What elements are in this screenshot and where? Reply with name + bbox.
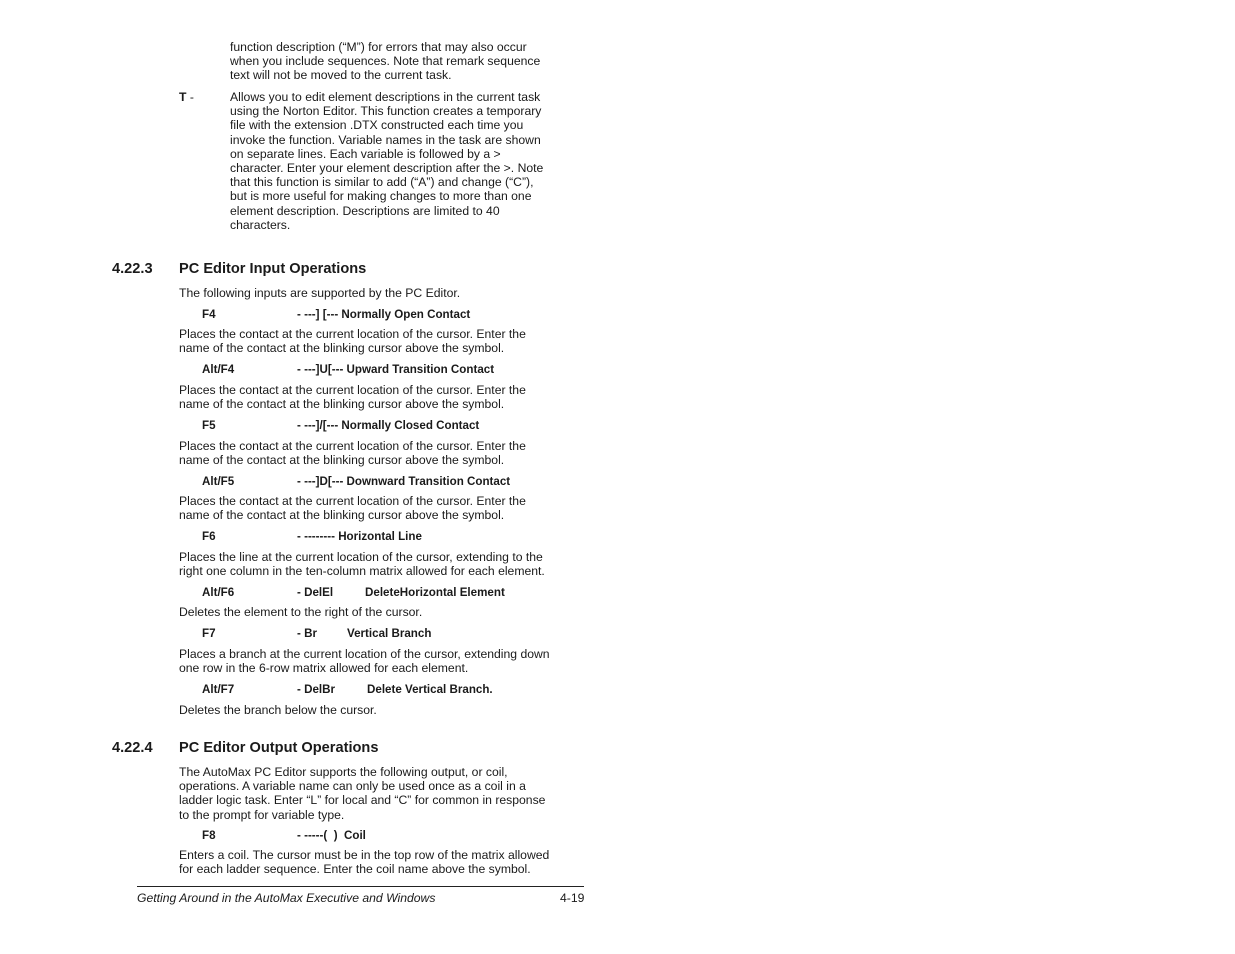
- intro-paragraph: function description (“M”) for errors that may also occur when you include sequences. Note that remark sequence text will not be moved to the current task.: [230, 40, 541, 83]
- key-description: Enters a coil. The cursor must be in the top row of the matrix allowed for each ladder sequence. Enter the coil name above the symbol.: [179, 848, 550, 877]
- key-description: Deletes the branch below the cursor.: [179, 703, 377, 717]
- key-description: Places the contact at the current location of the cursor. Enter the name of the contact at the blinking cursor above the symbol.: [179, 494, 526, 523]
- key-label: Alt/F5: [202, 475, 235, 488]
- key-label: F6: [202, 530, 216, 543]
- key-symbol: - DelBr: [297, 683, 336, 696]
- footer-rule: [137, 886, 584, 887]
- section-number-output: 4.22.4: [112, 740, 153, 756]
- section-output-intro: The AutoMax PC Editor supports the following output, or coil, operations. A variable name can only be used once as a coil in a ladder logic task. Enter “L” for local and “C” for common in response to the prompt for variable type.: [179, 765, 546, 822]
- key-symbol: - ---]D[--- Downward Transition Contact: [297, 475, 511, 488]
- key-symbol: - ---]/[--- Normally Closed Contact: [297, 419, 480, 432]
- page-number: 4-19: [560, 891, 585, 905]
- key-symbol: - DelEl: [297, 586, 334, 599]
- key-label: F8: [202, 829, 216, 842]
- key-symbol: - Br: [297, 627, 317, 640]
- t-item-dash: -: [186, 90, 194, 104]
- key-name: DeleteHorizontal Element: [365, 586, 505, 599]
- key-label: F5: [202, 419, 216, 432]
- key-description: Places the contact at the current location of the cursor. Enter the name of the contact at the blinking cursor above the symbol.: [179, 439, 526, 468]
- key-label: F7: [202, 627, 216, 640]
- t-item-label: [179, 90, 194, 104]
- key-description: Places the contact at the current location of the cursor. Enter the name of the contact at the blinking cursor above the symbol.: [179, 327, 526, 356]
- key-symbol: - ---]U[--- Upward Transition Contact: [297, 363, 495, 376]
- section-number-input: 4.22.3: [112, 261, 153, 277]
- section-input-intro: The following inputs are supported by the PC Editor.: [179, 286, 461, 300]
- key-symbol: - -----( ) Coil: [297, 829, 366, 842]
- key-description: Places the contact at the current location of the cursor. Enter the name of the contact at the blinking cursor above the symbol.: [179, 383, 526, 412]
- key-label: Alt/F6: [202, 586, 235, 599]
- key-symbol: - -------- Horizontal Line: [297, 530, 422, 543]
- footer-title: Getting Around in the AutoMax Executive and Windows: [137, 891, 436, 905]
- key-name: Delete Vertical Branch.: [367, 683, 493, 696]
- t-item-description: Allows you to edit element descriptions in the current task using the Norton Editor. This function creates a temporary file with the extension .DTX constructed each time you invoke the function. Variable names in the task are shown on separate lines. Each variable is followed by a > character. Enter your element description after the >. Note that this function is similar to add (“A”) and change (“C”), but is more useful for making changes to more than one element description. Descriptions are limited to 40 characters.: [230, 90, 544, 232]
- key-label: Alt/F7: [202, 683, 235, 696]
- key-description: Places the line at the current location of the cursor, extending to the right one column in the ten-column matrix allowed for each element.: [179, 550, 545, 579]
- key-description: Places a branch at the current location of the cursor, extending down one row in the 6-row matrix allowed for each element.: [179, 647, 550, 676]
- key-label: F4: [202, 308, 216, 321]
- key-name: Vertical Branch: [347, 627, 432, 640]
- key-description: Deletes the element to the right of the cursor.: [179, 605, 423, 619]
- section-title-input: PC Editor Input Operations: [179, 261, 367, 277]
- key-symbol: - ---] [--- Normally Open Contact: [297, 308, 471, 321]
- t-item-key: T: [179, 90, 187, 104]
- section-title-output: PC Editor Output Operations: [179, 740, 379, 756]
- key-label: Alt/F4: [202, 363, 235, 376]
